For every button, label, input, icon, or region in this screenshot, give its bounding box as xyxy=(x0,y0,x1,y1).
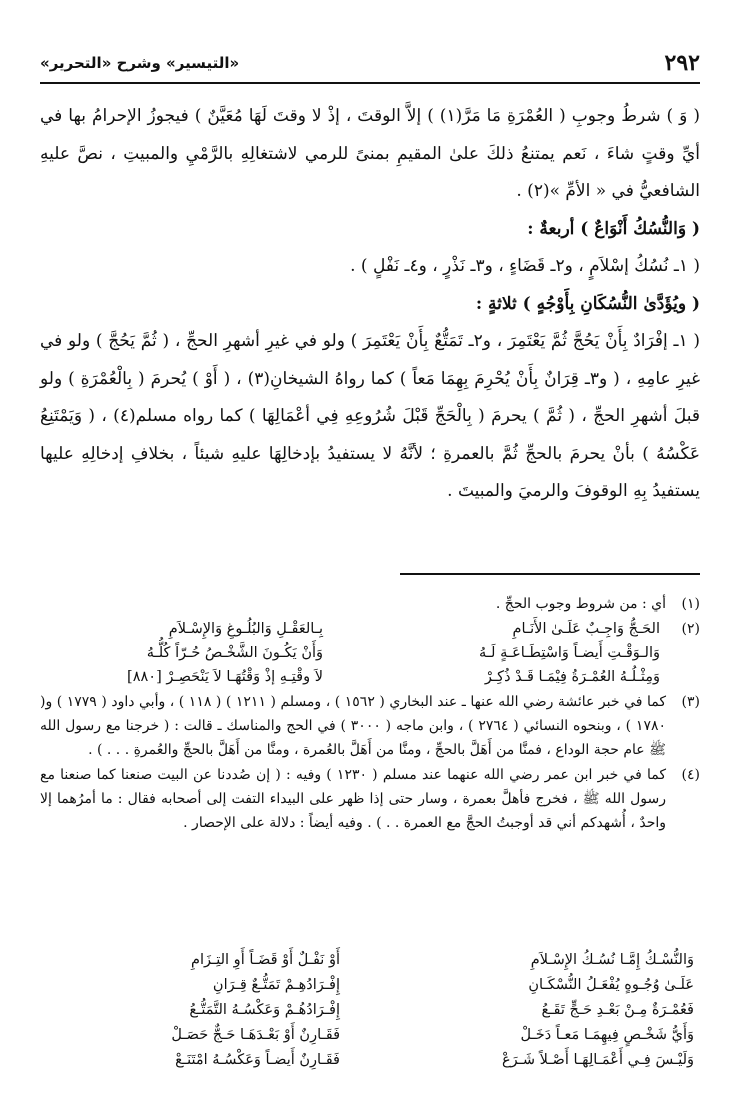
footnotes xyxy=(40,592,700,836)
verse-hemistich: وَأَنْ يَكُـونَ الشَّخْـصُ حُـرّاً كُلُّـهُ xyxy=(146,645,323,661)
verse-hemistich: أَوْ نَفْـلٌ أَوْ قَضَـاً أَوِ التِـزَامِ xyxy=(191,952,340,968)
footnote-number: (٢) xyxy=(681,621,700,637)
verse-hemistich: وَالنُّسْـكُ إِمَّـا نُسُـكُ الإِسْـلاَمِ xyxy=(530,952,694,968)
verse-hemistich: وَأَيُّ شَخْـصٍ فِيهِمَـا مَعـاً دَخَـلْ xyxy=(520,1027,694,1043)
verse-line xyxy=(40,617,666,641)
paragraph-performance-heading: ( ويُؤَدَّىٰ النُّسُكَانِ بِأَوْجُهٍ ) ثلاثةٍ : xyxy=(475,293,700,314)
verse-hemistich: الحَـجُّ وَاجِـبٌ عَلَـىٰ الأَنَـامِ xyxy=(512,621,660,637)
verse-line xyxy=(40,998,700,1023)
main-text xyxy=(40,98,700,511)
verse-hemistich-text: لاَ وقْتِـهِ إذْ وَقْتُهَـا لاَ يَنْحَصِـرْ xyxy=(166,669,323,685)
closing-verses xyxy=(40,948,700,1073)
verse-line xyxy=(40,665,666,689)
footnote-4 xyxy=(40,763,700,835)
paragraph-nusuk-types-heading: ( وَالنُّسُكُ أَنْوَاعٌ ) أربعةٌ : xyxy=(527,218,700,239)
verse-line xyxy=(40,948,700,973)
verse-hemistich xyxy=(40,665,353,689)
footnote-3 xyxy=(40,690,700,762)
verse-line xyxy=(40,1023,700,1048)
verse-hemistich: وَالـوَقْـتِ أَيضـاً وَاسْتِطَـاعَـةٍ لَـهُ xyxy=(479,645,660,661)
footnote-number: (٤) xyxy=(681,767,700,783)
verse-hemistich: فَقَـارِنٌ أَيضـاً وَعَكْسُـهُ امْتَنَـعْ xyxy=(175,1052,340,1068)
running-title: «التيسير» وشرح «التحرير» xyxy=(40,54,240,72)
verse-reference: [٨٨٠] xyxy=(127,669,162,685)
footnote-1 xyxy=(40,592,700,616)
verse-line xyxy=(40,641,666,665)
footnote-verses xyxy=(40,617,666,689)
verse-hemistich: وَمِثْـلُـهُ العُمْـرَةُ فِيْمَـا قَـدْ ذُكِـرْ xyxy=(484,669,660,685)
verse-table xyxy=(40,617,666,689)
verse-hemistich: عَلَـىٰ وُجُـوهٍ يُفْعَـلُ النُّسْكَـانِ xyxy=(528,977,694,993)
verse-hemistich: فَعُمْـرَةٌ مِـنْ بَعْـدِ حَـجٍّ تَقَـعُ xyxy=(541,1002,694,1018)
paragraph-umrah-condition: ( وَ ) شرطُ وجوبِ ( العُمْرَةِ مَا مَرَّ(١) ) إلاَّ الوقتَ ، إذْ لا وقتَ لَهَا مُعَيَّنٌ ) فيجوزُ الإحرامُ بها في أيِّ وقتٍ شاءَ ، نَعم يمتنعُ ذلكَ علىٰ المقيمِ بمنىً للرمي لاشتغالِهِ بالرَّمْيِ والمبيتِ ، نصَّ عليهِ الشافعيُّ في « الأمِّ »(٢) . xyxy=(40,106,700,201)
page-number: ٢٩٢ xyxy=(664,50,700,76)
paragraph-nusuk-types-list: ( ١ـ نُسُكُ إسْلاَمٍ ، و٢ـ قَضَاءٍ ، و٣ـ نَذْرٍ ، و٤ـ نَفْلٍ ) . xyxy=(350,256,700,276)
verse-hemistich: بِـالعَقْـلِ وَالبُلُـوغِ وَالإِسْـلاَمِ xyxy=(168,621,323,637)
verse-hemistich: فَقَـارِنٌ أَوْ بَعْـدَهَـا حَـجٌّ حَصَـلْ xyxy=(171,1027,340,1043)
footnote-separator xyxy=(400,573,700,575)
header-rule xyxy=(40,82,700,84)
footnote-text: أي : من شروط وجوب الحجِّ . xyxy=(495,596,666,612)
verse-line xyxy=(40,1048,700,1073)
footnote-2 xyxy=(40,617,700,689)
verse-hemistich: إِفْـرَادُهُـمْ وَعَكْسُـهُ التَّمَتُّـعُ xyxy=(189,1002,340,1018)
footnote-number: (١) xyxy=(681,596,700,612)
verse-hemistich: إِفْـرَادُهِـمْ تَمَتُّـعٌ قِـرَانِ xyxy=(212,977,340,993)
footnote-text: كما في خبر ابن عمر رضي الله عنهما عند مسلم ( ١٢٣٠ ) وفيه : ( إن صُددنا عن البيت صنعنا كما صنعنا مع رسول الله ﷺ ، فخرج فأهلَّ بعمرة ، وسار حتى إذا ظهر على البيداء التفت إلى أصحابه فقال : ما أمرُهما إلا واحدٌ ، أُشهدكم أني قد أوجبتُ الحجَّ مع العمرة . . ) . وفيه أيضاً : دلالة على الإحصار . xyxy=(40,767,666,831)
paragraph-performance-methods: ( ١ـ إفْرَادٌ بِأَنْ يَحُجَّ ثُمَّ يَعْتَمِرَ ، و٢ـ تَمَتُّعٌ بِأَنْ يَعْتَمِرَ ) ولو في غيرِ أشهرِ الحجِّ ، ( ثُمَّ يَحُجَّ ) ولو في غيرِ عامِهِ ، ( و٣ـ قِرَانٌ بِأَنْ يُحْرِمَ بِهِمَا مَعاً ) كما رواهُ الشيخانِ(٣) ، ( أَوْ ) يُحرمَ ( بِالْعُمْرَةِ ) ولو قبلَ أشهرِ الحجِّ ، ( ثُمَّ ) يحرمَ ( بِالْحَجِّ قَبْلَ شُرُوعِهِ فِي أعْمَالِهَا ) كما رواه مسلم(٤) ، ( وَيَمْتَنِعُ عَكْسُهُ ) بأنْ يحرمَ بالحجِّ ثُمَّ بالعمرةِ ؛ لأنَّهُ لا يستفيدُ بإدخالِهَا عليهِ شيئاً ، بخلافِ إدخالِهِ عليها يستفيدُ بِهِ الوقوفَ والرميَ والمبيتَ . xyxy=(40,331,700,501)
footnote-number: (٣) xyxy=(681,694,700,710)
verse-line xyxy=(40,973,700,998)
verse-table xyxy=(40,948,700,1073)
verse-hemistich: وَلَيْـسَ فِـي أَعْمَـالِهَـا أَصْـلاً شَـرَعْ xyxy=(501,1052,694,1068)
book-page xyxy=(40,36,700,1096)
footnote-text: كما في خبر عائشة رضي الله عنها ـ عند البخاري ( ١٥٦٢ ) ، ومسلم ( ١٢١١ ) ( ١١٨ ) ، وأبي داود ( ١٧٧٩ ) و( ١٧٨٠ ) ، وبنحوه النسائي ( ٢٧٦٤ ) ، وابن ماجه ( ٣٠٠٠ ) في الحج والمناسك ـ قالت : ( خرجنا مع رسول الله ﷺ عام حجة الوداع ، فمنَّا من أَهَلَّ بالحجِّ ، ومنَّا من أَهَلَّ بالعُمرة ، ومنَّا من أَهَلَّ بالحجِّ والعُمرةِ . . . ) . xyxy=(40,694,666,758)
page-header xyxy=(40,48,700,78)
